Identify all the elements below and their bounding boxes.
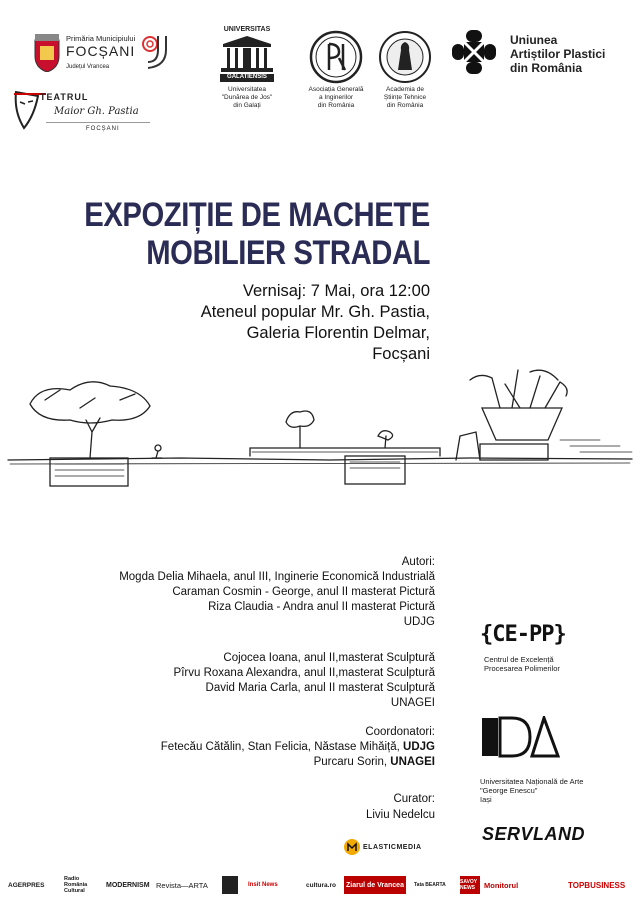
servland-logo: SERVLAND xyxy=(482,824,586,844)
sponsor-agerpres: AGERPRES xyxy=(8,881,45,889)
coordinators-line1-bold: UDJG xyxy=(403,741,435,753)
primaria-line2: FOCȘANI xyxy=(66,43,136,59)
event-line1: Vernisaj: 7 Mai, ora 12:00 xyxy=(242,282,430,300)
author-udjg-1: Mogda Delia Mihaela, anul III, Inginerie Economică Industrială xyxy=(119,571,435,583)
elasticmedia-text: ELASTICMEDIA xyxy=(363,843,422,851)
sponsor-ziarul-de-vrancea: Ziarul de Vrancea xyxy=(344,876,406,894)
sponsor-radio-romania-cultural: Radio România Cultural xyxy=(64,876,88,894)
sponsor-monitorul: Monitorul xyxy=(484,880,519,890)
aair-caption-3: din România xyxy=(317,102,355,109)
uap-line2: Artiștilor Plastici xyxy=(510,47,606,61)
aair-logo xyxy=(296,28,376,122)
unage-caption-2: "George Enescu" xyxy=(480,786,538,795)
coat-of-arms-icon xyxy=(32,32,62,72)
sponsor-insit-news: Insit News xyxy=(248,882,278,888)
astr-caption-3: din România xyxy=(386,102,424,109)
galati-caption-2: "Dunărea de Jos" xyxy=(221,94,273,101)
uap-logo xyxy=(450,28,620,82)
sponsor-revista-arta: Revista—ARTA xyxy=(156,880,208,890)
sponsor-dark-block xyxy=(222,876,238,894)
ceppp-caption-2: Procesarea Polimerilor xyxy=(484,664,560,673)
author-unagei-2: Pîrvu Roxana Alexandra, anul II,masterat Sculptură xyxy=(173,667,435,679)
primaria-line1: Primăria Municipiului xyxy=(66,34,136,43)
sponsor-tata-bearta: Tata BEARTA xyxy=(414,882,446,888)
authors-heading: Autori: xyxy=(401,556,435,568)
astr-logo xyxy=(370,28,440,122)
galati-caption-1: Universitatea xyxy=(228,86,266,93)
sponsor-topbusiness: TOPBUSINESS xyxy=(568,880,626,890)
ceppp-caption-1: Centrul de Excelență xyxy=(484,655,554,664)
coordinators-line1-text: Fetecău Cătălin, Stan Felicia, Năstase Mihăiță, xyxy=(160,741,404,753)
udjg-label: UDJG xyxy=(403,616,435,628)
title-line2: MOBILIER STRADAL xyxy=(146,234,430,272)
elasticmedia-logo xyxy=(344,838,422,856)
galati-caption-3: din Galați xyxy=(233,102,261,109)
ceppp-logo xyxy=(480,622,610,673)
title-line1: EXPOZIȚIE DE MACHETE xyxy=(84,196,430,234)
primaria-logo xyxy=(30,28,180,80)
teatrul-logo xyxy=(6,86,156,138)
astr-caption-2: Științe Tehnice xyxy=(383,94,427,101)
coordinators-line2-bold: UNAGEI xyxy=(390,756,435,768)
coordinators-line1 xyxy=(161,740,435,754)
event-line4: Focșani xyxy=(372,345,430,363)
author-udjg-2: Caraman Cosmin - George, anul II masterat Pictură xyxy=(172,586,435,598)
coordinators-line2 xyxy=(314,755,435,769)
teatrul-line3: FOCȘANI xyxy=(86,126,120,132)
coordinators-line2-text: Purcaru Sorin, xyxy=(313,756,391,768)
aair-seal-icon xyxy=(309,30,363,84)
curator-heading: Curator: xyxy=(393,793,435,805)
curator-name: Liviu Nedelcu xyxy=(365,809,435,821)
elasticmedia-m-icon xyxy=(344,839,360,855)
teatrul-line2: Maior Gh. Pastia xyxy=(54,106,139,117)
author-udjg-3: Riza Claudia - Andra anul II masterat Pictură xyxy=(208,601,435,613)
uap-line3: din România xyxy=(510,61,583,75)
teatrul-line1: TEATRUL xyxy=(40,92,89,102)
event-line2: Ateneul popular Mr. Gh. Pastia, xyxy=(200,303,430,321)
sponsor-savoy-news: SAVOY NEWS xyxy=(460,876,480,894)
unage-caption-1: Universitatea Națională de Arte xyxy=(480,777,584,786)
university-building-icon xyxy=(219,34,275,74)
author-unagei-3: David Maria Carla, anul II masterat Sculptură xyxy=(205,682,435,694)
aair-caption-1: Asociația Generală xyxy=(308,86,364,93)
unagei-label: UNAGEI xyxy=(390,697,435,709)
focsani-emblem-icon xyxy=(140,32,172,72)
aair-caption-2: a Inginerilor xyxy=(319,94,353,101)
author-unagei-1: Cojocea Ioana, anul II,masterat Sculptură xyxy=(223,652,435,664)
teatrul-divider xyxy=(46,122,150,123)
academy-seal-icon xyxy=(378,30,432,84)
galati-top: UNIVERSITAS xyxy=(223,26,271,33)
galati-band: GALATIENSIS xyxy=(220,74,274,82)
primaria-line3: Județul Vrancea xyxy=(66,64,110,70)
street-furniture-sketch xyxy=(0,360,640,500)
unage-logo xyxy=(480,716,630,804)
event-line3: Galeria Florentin Delmar, xyxy=(246,324,430,342)
uap-knot-icon xyxy=(450,28,498,76)
unage-caption-3: Iași xyxy=(480,795,492,804)
astr-caption-1: Academia de xyxy=(386,86,424,93)
unage-mark-icon xyxy=(480,716,560,758)
sponsor-modernism: MODERNISM xyxy=(106,881,150,889)
uap-line1: Uniunea xyxy=(510,33,558,47)
ceppp-mark: {CE-PP} xyxy=(480,622,566,647)
galati-university-logo xyxy=(212,26,282,122)
coordinators-heading: Coordonatori: xyxy=(365,726,435,738)
sponsor-cultura: cultura.ro xyxy=(306,881,336,889)
